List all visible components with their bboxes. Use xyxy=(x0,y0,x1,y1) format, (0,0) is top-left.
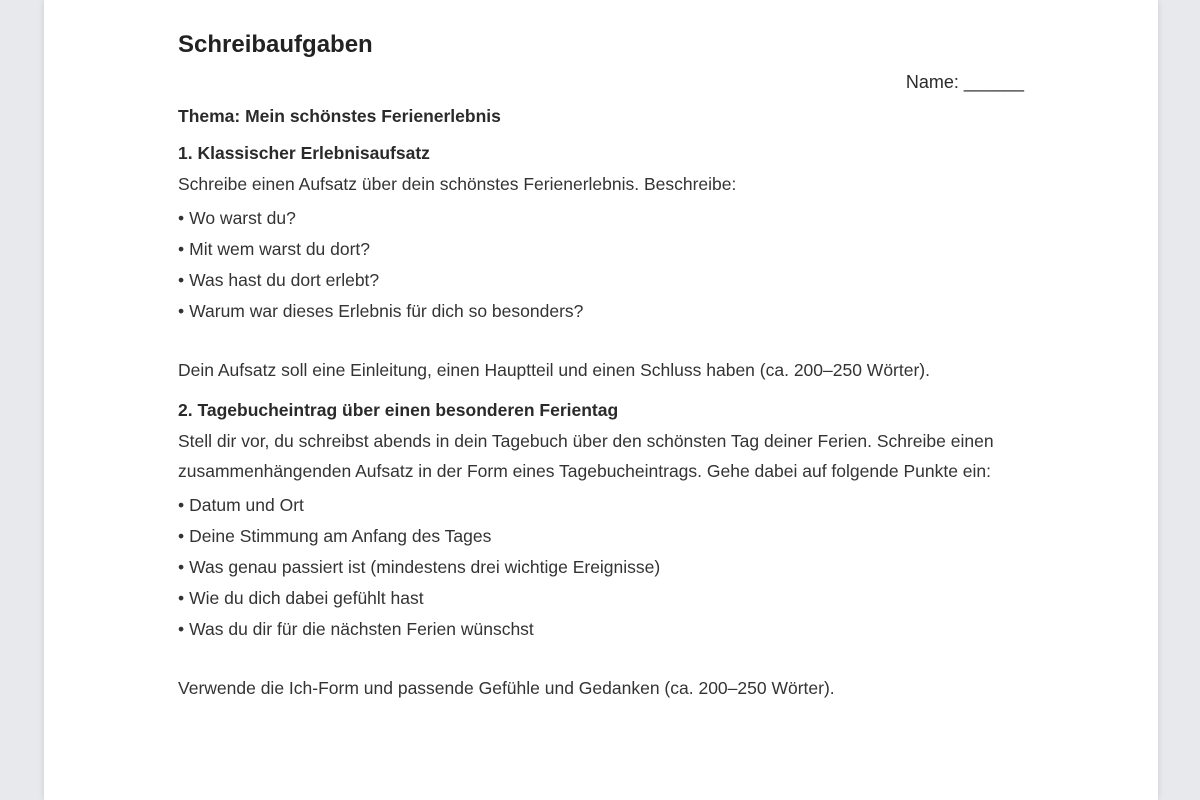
theme-heading: Thema: Mein schönstes Ferienerlebnis xyxy=(178,106,501,126)
document-content xyxy=(178,28,1028,703)
name-field-label: Name: ______ xyxy=(905,72,1024,92)
section-1-bullet-list xyxy=(178,203,1028,327)
bullet-icon: • xyxy=(178,588,185,608)
list-item xyxy=(178,203,1028,234)
page-title: Schreibaufgaben xyxy=(178,31,373,58)
list-item xyxy=(178,296,1028,327)
list-item xyxy=(178,490,1028,521)
list-item-text: Datum und Ort xyxy=(189,495,304,515)
bullet-icon: • xyxy=(178,619,185,639)
bullet-icon: • xyxy=(178,270,185,290)
bullet-icon: • xyxy=(178,239,185,259)
section-2-intro: Stell dir vor, du schreibst abends in dein Tagebuch über den schönsten Tag deiner Ferien. Schreibe einen zusammenhängenden Aufsatz in der Form eines Tagebucheintrags. Gehe dabei auf folgende Punkte ein: xyxy=(178,431,994,481)
section-1-intro: Schreibe einen Aufsatz über dein schönstes Ferienerlebnis. Beschreibe: xyxy=(178,174,737,194)
section-2-heading: 2. Tagebucheintrag über einen besonderen Ferientag xyxy=(178,400,619,420)
section-2-closing: Verwende die Ich-Form und passende Gefühle und Gedanken (ca. 200–250 Wörter). xyxy=(178,678,835,698)
list-item xyxy=(178,521,1028,552)
section-2-bullet-list xyxy=(178,490,1028,645)
bullet-icon: • xyxy=(178,526,185,546)
list-item xyxy=(178,614,1028,645)
list-item xyxy=(178,583,1028,614)
list-item-text: Wie du dich dabei gefühlt hast xyxy=(189,588,424,608)
list-item-text: Warum war dieses Erlebnis für dich so besonders? xyxy=(189,301,584,321)
list-item-text: Was genau passiert ist (mindestens drei wichtige Ereignisse) xyxy=(189,557,661,577)
bullet-icon: • xyxy=(178,301,185,321)
list-item-text: Wo warst du? xyxy=(189,208,296,228)
bullet-icon: • xyxy=(178,208,185,228)
bullet-icon: • xyxy=(178,495,185,515)
list-item xyxy=(178,234,1028,265)
list-item xyxy=(178,552,1028,583)
section-1-heading: 1. Klassischer Erlebnisaufsatz xyxy=(178,143,430,163)
spacer xyxy=(178,645,1028,673)
list-item-text: Was hast du dort erlebt? xyxy=(189,270,380,290)
list-item xyxy=(178,265,1028,296)
section-1-closing: Dein Aufsatz soll eine Einleitung, einen Hauptteil und einen Schluss haben (ca. 200–250 Wörter). xyxy=(178,360,930,380)
list-item-text: Deine Stimmung am Anfang des Tages xyxy=(189,526,492,546)
list-item-text: Mit wem warst du dort? xyxy=(189,239,371,259)
document-page xyxy=(44,0,1158,800)
bullet-icon: • xyxy=(178,557,185,577)
spacer xyxy=(178,327,1028,355)
list-item-text: Was du dir für die nächsten Ferien wünschst xyxy=(189,619,534,639)
